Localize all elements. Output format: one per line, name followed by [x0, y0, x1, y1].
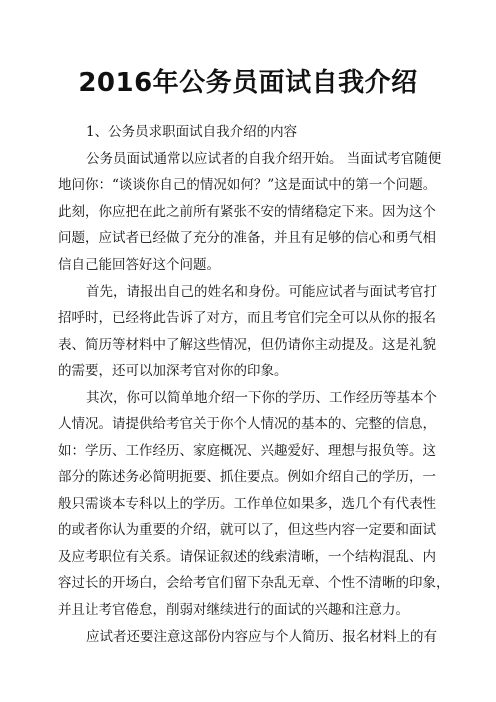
paragraph-line: 的需要，还可以加深考官对你的印象。 — [58, 363, 288, 379]
paragraph-line: 部分的陈述务必简明扼要、抓住要点。例如介绍自己的学历，一 — [58, 469, 436, 485]
paragraph-line: 如：学历、工作经历、家庭概况、兴趣爱好、理想与报负等。这 — [58, 443, 436, 459]
paragraph-line: 招呼时，已经将此告诉了对方，而且考官们完全可以从你的报名 — [58, 310, 436, 326]
paragraph-line: 的或者你认为重要的介绍，就可以了，但这些内容一定要和面试 — [58, 522, 436, 538]
paragraph-line: 并且让考官倦怠，削弱对继续进行的面试的兴趣和注意力。 — [58, 602, 409, 618]
paragraph-line: 表、简历等材料中了解这些情况，但仍请你主动提及。这是礼貌 — [58, 337, 436, 353]
paragraph-line: 信自己能回答好这个问题。 — [58, 257, 220, 273]
paragraph-line: 应试者还要注意这部份内容应与个人简历、报名材料上的有 — [86, 629, 437, 645]
paragraph-line: 地问你：“谈谈你自己的情况如何？”这是面试中的第一个问题。 — [58, 177, 437, 193]
page-title: 2016年公务员面试自我介绍 — [78, 68, 418, 98]
paragraph-line: 公务员面试通常以应试者的自我介绍开始。 当面试考官随便 — [86, 151, 442, 167]
paragraph-line: 人情况。请提供给考官关于你个人情况的基本的、完整的信息， — [58, 416, 436, 432]
section-heading: 1、公务员求职面试自我介绍的内容 — [86, 124, 298, 140]
paragraph-line: 首先，请报出自己的姓名和身份。可能应试者与面试考官打 — [86, 284, 437, 300]
paragraph-line: 其次，你可以简单地介绍一下你的学历、工作经历等基本个 — [86, 390, 437, 406]
paragraph-line: 般只需谈本专科以上的学历。工作单位如果多，选几个有代表性 — [58, 496, 436, 512]
paragraph-line: 问题，应试者已经做了充分的准备，并且有足够的信心和勇气相 — [58, 230, 436, 246]
paragraph-line: 及应考职位有关系。请保证叙述的线索清晰，一个结构混乱、内 — [58, 549, 436, 565]
paragraph-line: 容过长的开场白，会给考官们留下杂乱无章、个性不清晰的印象， — [58, 575, 450, 591]
paragraph-line: 此刻，你应把在此之前所有紧张不安的情绪稳定下来。因为这个 — [58, 204, 436, 220]
